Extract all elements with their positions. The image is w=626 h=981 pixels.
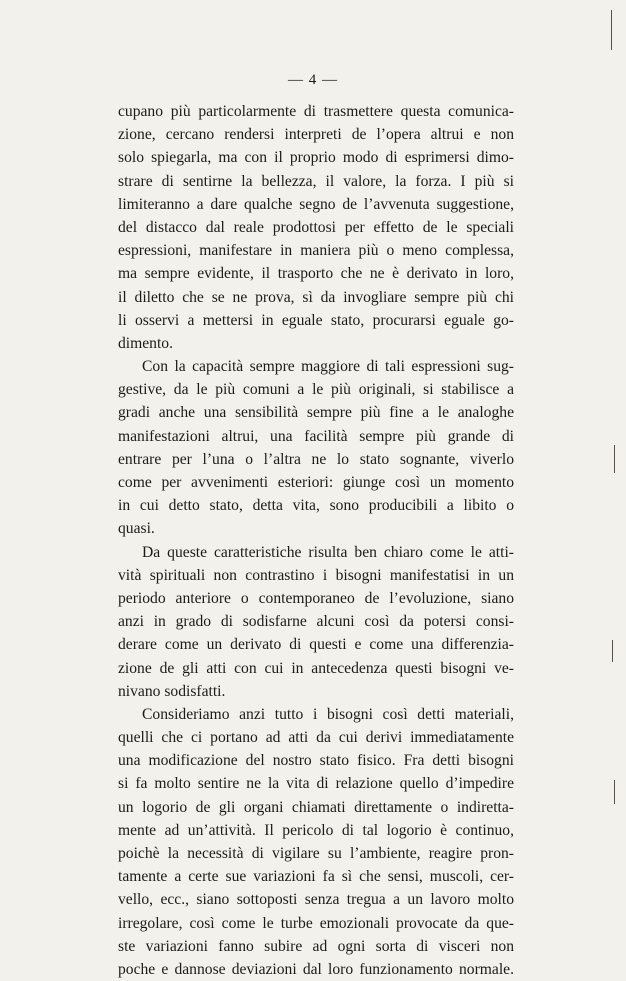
text-line: espressioni, manifestare in maniera più o meno complessa, — [118, 242, 514, 260]
scan-edge-mark — [611, 10, 612, 50]
text-line: un logorio de gli organi chiamati direttamente o indiretta- — [118, 798, 514, 816]
text-line: si fa molto sentire ne la vita di relazione quello d’impedire — [118, 775, 514, 793]
text-line: del distacco dal reale prodottosi per effetto de le speciali — [118, 218, 514, 236]
text-line: Da queste caratteristiche risulta ben chiaro come le atti- — [142, 543, 514, 561]
page-number: — 4 — — [288, 72, 338, 88]
text-line: nivano sodisfatti. — [118, 682, 226, 700]
text-line: limiteranno a dare qualche segno de l’avvenuta suggestione, — [118, 195, 514, 213]
text-line: strare di sentirne la bellezza, il valore, la forza. I più si — [118, 172, 514, 190]
text-line: Consideriamo anzi tutto i bisogni così detti materiali, — [142, 705, 514, 723]
scan-edge-mark — [614, 445, 615, 473]
text-line: periodo anteriore o contemporaneo de l’evoluzione, siano — [118, 589, 514, 607]
scan-edge-mark — [614, 780, 615, 804]
text-line: poche e dannose deviazioni dal loro funzionamento normale. — [118, 960, 514, 978]
text-line: vello, ecc., siano sottoposti senza tregua a un lavoro molto — [118, 891, 514, 909]
text-line: mente ad un’attività. Il pericolo di tal logorio è continuo, — [118, 821, 514, 839]
text-line: li osservi a mettersi in eguale stato, procurarsi eguale go- — [118, 311, 514, 329]
text-line: manifestazioni altrui, una facilità sempre più grande di — [118, 427, 514, 445]
text-line: zione, cercano rendersi interpreti de l’opera altrui e non — [118, 126, 514, 144]
text-line: poichè la necessità di vigilare su l’ambiente, reagire pron- — [118, 845, 514, 862]
text-line: Con la capacità sempre maggiore di tali espressioni sug- — [142, 358, 514, 376]
text-line: zione de gli atti con cui in antecedenza questi bisogni ve- — [118, 659, 514, 677]
text-line: cupano più particolarmente di trasmettere questa comunica- — [118, 103, 514, 120]
text-line: tamente a certe sue variazioni fa sì che sensi, muscoli, cer- — [118, 868, 514, 886]
text-line: anzi in grado di sodisfarne alcuni così da potersi consi- — [118, 613, 514, 631]
text-line: il diletto che se ne prova, sì da invogliare sempre più chi — [118, 288, 514, 306]
text-line: ma sempre evidente, il trasporto che ne è derivato in loro, — [118, 265, 514, 283]
text-line: solo spiegarla, ma con il proprio modo di esprimersi dimo- — [118, 149, 514, 167]
text-line: quasi. — [118, 520, 155, 538]
text-line: derare come un derivato di questi e come una differenzia- — [118, 636, 514, 654]
text-line: dimento. — [118, 334, 174, 352]
text-line: irregolare, così come le turbe emozionali provocate da que- — [118, 914, 514, 932]
text-line: vità spirituali non contrastino i bisogni manifestatisi in un — [118, 566, 514, 584]
text-line: entrare per l’una o l’altra ne lo stato sognante, viverlo — [118, 450, 514, 468]
scan-edge-mark — [612, 640, 613, 662]
text-line: gestive, da le più comuni a le più originali, si stabilisce a — [118, 381, 514, 399]
text-line: come per avvenimenti esteriori: giunge così un momento — [118, 474, 514, 491]
text-line: in cui detto stato, detta vita, sono producibili a libito o — [118, 497, 514, 515]
text-line: una modificazione del nostro stato fisico. Fra detti bisogni — [118, 752, 514, 770]
text-line: ste variazioni fanno subire ad ogni sorta di visceri non — [118, 937, 514, 955]
text-line: gradi anche una sensibilità sempre più fine a le analoghe — [118, 404, 514, 422]
text-line: quelli che ci portano ad atti da cui derivi immediatamente — [118, 729, 514, 747]
body-text — [118, 100, 514, 981]
